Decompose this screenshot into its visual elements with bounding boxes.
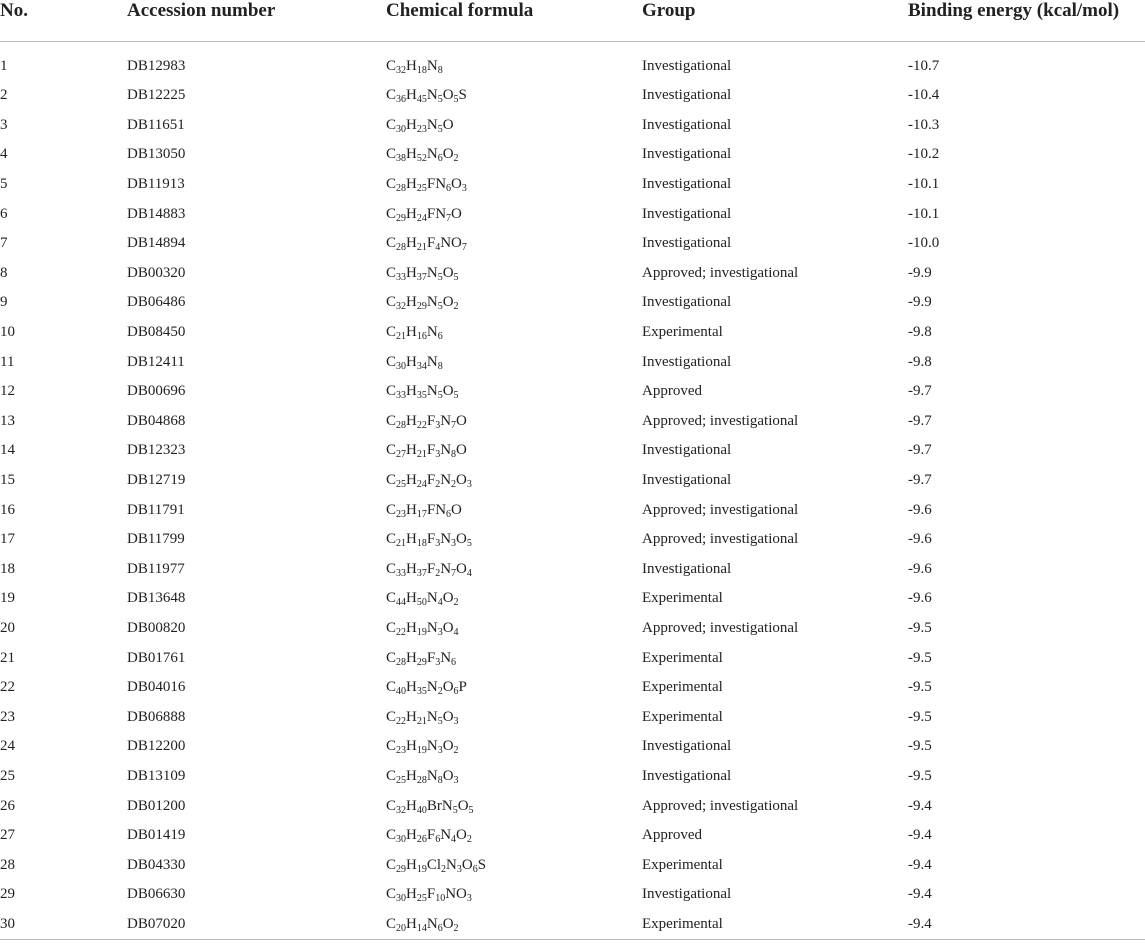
cell-chemical-formula: $C_{30}H_{23}N_5O$ xyxy=(386,116,454,135)
table-row xyxy=(0,762,1145,792)
cell-chemical-formula: $C_{30}H_{26}F_6N_4O_2$ xyxy=(386,827,472,846)
cell-chemical-formula: $C_{27}H_{21}F_3N_8O$ xyxy=(386,442,467,461)
table-row xyxy=(0,42,1145,82)
table-row xyxy=(0,791,1145,821)
cell-group: Experimental xyxy=(642,910,908,940)
cell-accession-number: DB06888 xyxy=(127,708,186,725)
cell-no: 27 xyxy=(0,827,15,844)
cell-accession-number: DB14883 xyxy=(127,205,186,222)
cell-no: 3 xyxy=(0,116,8,133)
cell-accession-number: DB00696 xyxy=(127,383,186,400)
cell-no: 2 xyxy=(0,87,8,104)
cell-binding-energy: -9.8 xyxy=(908,353,932,370)
cell-no: 28 xyxy=(0,856,15,873)
cell-binding-energy: -9.9 xyxy=(908,294,932,311)
cell-binding-energy: -10.1 xyxy=(908,176,940,193)
cell-chemical-formula: $C_{30}H_{25}F_{10}NO_3$ xyxy=(386,886,472,905)
cell-accession-number: DB01761 xyxy=(127,649,186,666)
table-row xyxy=(0,495,1145,525)
cell-group: Experimental xyxy=(642,856,723,873)
cell-no: 6 xyxy=(0,205,8,222)
cell-no: 12 xyxy=(0,383,15,400)
table-row xyxy=(0,555,1145,585)
table-row xyxy=(0,318,1145,348)
header-binding-energy: Binding energy (kcal/mol) xyxy=(908,0,1145,42)
cell-chemical-formula: $C_{32}H_{29}N_5O_2$ xyxy=(386,294,459,313)
cell-group: Investigational xyxy=(642,205,732,222)
cell-binding-energy: -9.7 xyxy=(908,472,932,489)
cell-group: Approved; investigational xyxy=(642,412,799,429)
cell-accession-number: DB12323 xyxy=(127,442,186,459)
cell-accession-number: DB04330 xyxy=(127,856,186,873)
table-row xyxy=(0,170,1145,200)
cell-chemical-formula: $C_{25}H_{28}N_8O_3$ xyxy=(386,767,459,786)
cell-no: 23 xyxy=(0,708,15,725)
cell-no: 30 xyxy=(0,910,127,940)
cell-binding-energy: -9.7 xyxy=(908,412,932,429)
table-row xyxy=(0,702,1145,732)
cell-group: Investigational xyxy=(642,442,732,459)
cell-chemical-formula: $C_{38}H_{52}N_6O_2$ xyxy=(386,146,459,165)
cell-no: 7 xyxy=(0,235,8,252)
table-row xyxy=(0,140,1145,170)
cell-no: 1 xyxy=(0,58,8,74)
cell-accession-number: DB11977 xyxy=(127,560,185,577)
table-row xyxy=(0,377,1145,407)
header-no: No. xyxy=(0,0,127,42)
table-row xyxy=(0,81,1145,111)
cell-group: Approved; investigational xyxy=(642,264,799,281)
table-row xyxy=(0,436,1145,466)
cell-binding-energy: -9.6 xyxy=(908,531,932,548)
table-row xyxy=(0,821,1145,851)
cell-binding-energy: -9.5 xyxy=(908,649,932,666)
cell-accession-number: DB12719 xyxy=(127,472,186,489)
cell-group: Investigational xyxy=(642,560,732,577)
cell-binding-energy: -9.4 xyxy=(908,886,932,903)
cell-binding-energy: -10.1 xyxy=(908,205,940,222)
cell-accession-number: DB06486 xyxy=(127,294,186,311)
cell-chemical-formula: $C_{29}H_{24}FN_7O$ xyxy=(386,205,462,224)
cell-chemical-formula: $C_{20}H_{14}N_6O_2$ xyxy=(386,910,642,940)
cell-chemical-formula: $C_{28}H_{25}FN_6O_3$ xyxy=(386,176,467,195)
cell-group: Approved; investigational xyxy=(642,501,799,518)
cell-no: 15 xyxy=(0,472,15,489)
cell-no: 14 xyxy=(0,442,15,459)
cell-group: Investigational xyxy=(642,116,732,133)
table-row xyxy=(0,347,1145,377)
cell-accession-number: DB00320 xyxy=(127,264,186,281)
cell-chemical-formula: $C_{23}H_{19}N_3O_2$ xyxy=(386,738,459,757)
table-row xyxy=(0,229,1145,259)
cell-no: 21 xyxy=(0,649,15,666)
header-chemical-formula: Chemical formula xyxy=(386,0,642,42)
cell-binding-energy: -10.7 xyxy=(908,58,940,74)
cell-no: 10 xyxy=(0,324,15,341)
cell-chemical-formula: $C_{33}H_{37}F_2N_7O_4$ xyxy=(386,560,472,579)
cell-binding-energy: -9.5 xyxy=(908,679,932,696)
cell-group: Investigational xyxy=(642,146,732,163)
cell-accession-number: DB01419 xyxy=(127,827,186,844)
cell-group: Investigational xyxy=(642,235,732,252)
cell-group: Investigational xyxy=(642,472,732,489)
header-accession-number: Accession number xyxy=(127,0,386,42)
cell-chemical-formula: $C_{32}H_{40}BrN_5O_5$ xyxy=(386,797,474,816)
cell-binding-energy: -10.4 xyxy=(908,87,940,104)
table-row xyxy=(0,466,1145,496)
table-row xyxy=(0,850,1145,880)
cell-chemical-formula: $C_{33}H_{35}N_5O_5$ xyxy=(386,383,459,402)
cell-binding-energy: -9.5 xyxy=(908,738,932,755)
cell-group: Experimental xyxy=(642,649,723,666)
cell-accession-number: DB12200 xyxy=(127,738,186,755)
cell-accession-number: DB04016 xyxy=(127,679,186,696)
table-row xyxy=(0,614,1145,644)
cell-binding-energy: -10.3 xyxy=(908,116,940,133)
cell-accession-number: DB07020 xyxy=(127,910,386,940)
cell-chemical-formula: $C_{33}H_{37}N_5O_5$ xyxy=(386,264,459,283)
cell-group: Investigational xyxy=(642,294,732,311)
table-row xyxy=(0,525,1145,555)
cell-accession-number: DB12983 xyxy=(127,58,186,74)
cell-no: 24 xyxy=(0,738,15,755)
cell-chemical-formula: $C_{22}H_{19}N_3O_4$ xyxy=(386,619,459,638)
cell-binding-energy: -10.2 xyxy=(908,146,940,163)
cell-accession-number: DB04868 xyxy=(127,412,186,429)
cell-binding-energy: -9.5 xyxy=(908,619,932,636)
cell-chemical-formula: $C_{28}H_{21}F_4NO_7$ xyxy=(386,235,467,254)
cell-chemical-formula: $C_{21}H_{16}N_6$ xyxy=(386,324,443,343)
cell-binding-energy: -9.4 xyxy=(908,910,1145,940)
cell-no: 9 xyxy=(0,294,8,311)
cell-accession-number: DB13109 xyxy=(127,767,186,784)
cell-no: 19 xyxy=(0,590,15,607)
cell-chemical-formula: $C_{36}H_{45}N_5O_5S$ xyxy=(386,87,467,106)
cell-chemical-formula: $C_{22}H_{21}N_5O_3$ xyxy=(386,708,459,727)
cell-binding-energy: -9.7 xyxy=(908,442,932,459)
table-row xyxy=(0,288,1145,318)
table-body xyxy=(0,42,1145,940)
cell-accession-number: DB11651 xyxy=(127,116,185,133)
cell-group: Experimental xyxy=(642,708,723,725)
cell-group: Experimental xyxy=(642,324,723,341)
cell-no: 26 xyxy=(0,797,15,814)
cell-group: Approved xyxy=(642,383,702,400)
header-group: Group xyxy=(642,0,908,42)
cell-group: Investigational xyxy=(642,886,732,903)
cell-binding-energy: -10.0 xyxy=(908,235,940,252)
table-row xyxy=(0,584,1145,614)
cell-chemical-formula: $C_{40}H_{35}N_2O_6P$ xyxy=(386,679,467,698)
cell-no: 4 xyxy=(0,146,8,163)
cell-chemical-formula: $C_{21}H_{18}F_3N_3O_5$ xyxy=(386,531,472,550)
cell-accession-number: DB11791 xyxy=(127,501,185,518)
cell-accession-number: DB06630 xyxy=(127,886,186,903)
cell-chemical-formula: $C_{30}H_{34}N_8$ xyxy=(386,353,443,372)
cell-accession-number: DB13648 xyxy=(127,590,186,607)
cell-binding-energy: -9.5 xyxy=(908,708,932,725)
table-row xyxy=(0,643,1145,673)
table-row xyxy=(0,673,1145,703)
cell-no: 17 xyxy=(0,531,15,548)
table-row xyxy=(0,259,1145,289)
cell-binding-energy: -9.4 xyxy=(908,797,932,814)
cell-binding-energy: -9.5 xyxy=(908,767,932,784)
cell-chemical-formula: $C_{25}H_{24}F_2N_2O_3$ xyxy=(386,472,472,491)
cell-binding-energy: -9.9 xyxy=(908,264,932,281)
cell-binding-energy: -9.6 xyxy=(908,501,932,518)
cell-no: 25 xyxy=(0,767,15,784)
cell-group: Investigational xyxy=(642,767,732,784)
table-row xyxy=(0,880,1145,910)
cell-group: Approved; investigational xyxy=(642,797,799,814)
cell-group: Investigational xyxy=(642,58,732,74)
cell-chemical-formula: $C_{23}H_{17}FN_6O$ xyxy=(386,501,462,520)
cell-group: Investigational xyxy=(642,176,732,193)
table-row xyxy=(0,732,1145,762)
table-row xyxy=(0,407,1145,437)
cell-no: 8 xyxy=(0,264,8,281)
cell-no: 16 xyxy=(0,501,15,518)
cell-chemical-formula: $C_{32}H_{18}N_8$ xyxy=(386,58,443,76)
cell-no: 5 xyxy=(0,176,8,193)
cell-no: 18 xyxy=(0,560,15,577)
cell-chemical-formula: $C_{44}H_{50}N_4O_2$ xyxy=(386,590,459,609)
cell-accession-number: DB12225 xyxy=(127,87,186,104)
cell-accession-number: DB13050 xyxy=(127,146,186,163)
cell-accession-number: DB11913 xyxy=(127,176,185,193)
cell-accession-number: DB12411 xyxy=(127,353,185,370)
table-row xyxy=(0,199,1145,229)
cell-binding-energy: -9.6 xyxy=(908,590,932,607)
cell-binding-energy: -9.4 xyxy=(908,827,932,844)
cell-no: 22 xyxy=(0,679,15,696)
table-row xyxy=(0,910,1145,940)
cell-accession-number: DB01200 xyxy=(127,797,186,814)
cell-group: Investigational xyxy=(642,738,732,755)
cell-no: 20 xyxy=(0,619,15,636)
cell-group: Approved xyxy=(642,827,702,844)
cell-group: Approved; investigational xyxy=(642,619,799,636)
cell-accession-number: DB11799 xyxy=(127,531,185,548)
header-row xyxy=(0,0,1145,42)
cell-no: 29 xyxy=(0,886,15,903)
cell-group: Investigational xyxy=(642,353,732,370)
cell-binding-energy: -9.8 xyxy=(908,324,932,341)
cell-group: Experimental xyxy=(642,679,723,696)
cell-group: Experimental xyxy=(642,590,723,607)
cell-accession-number: DB00820 xyxy=(127,619,186,636)
cell-binding-energy: -9.7 xyxy=(908,383,932,400)
cell-group: Investigational xyxy=(642,87,732,104)
cell-group: Approved; investigational xyxy=(642,531,799,548)
cell-accession-number: DB14894 xyxy=(127,235,186,252)
table-header xyxy=(0,0,1145,42)
table-row xyxy=(0,111,1145,141)
cell-no: 13 xyxy=(0,412,15,429)
cell-no: 11 xyxy=(0,353,15,370)
cell-chemical-formula: $C_{29}H_{19}Cl_2N_3O_6S$ xyxy=(386,856,487,875)
cell-binding-energy: -9.4 xyxy=(908,856,932,873)
cell-binding-energy: -9.6 xyxy=(908,560,932,577)
cell-chemical-formula: $C_{28}H_{29}F_3N_6$ xyxy=(386,649,457,668)
cell-accession-number: DB08450 xyxy=(127,324,186,341)
cell-chemical-formula: $C_{28}H_{22}F_3N_7O$ xyxy=(386,412,467,431)
